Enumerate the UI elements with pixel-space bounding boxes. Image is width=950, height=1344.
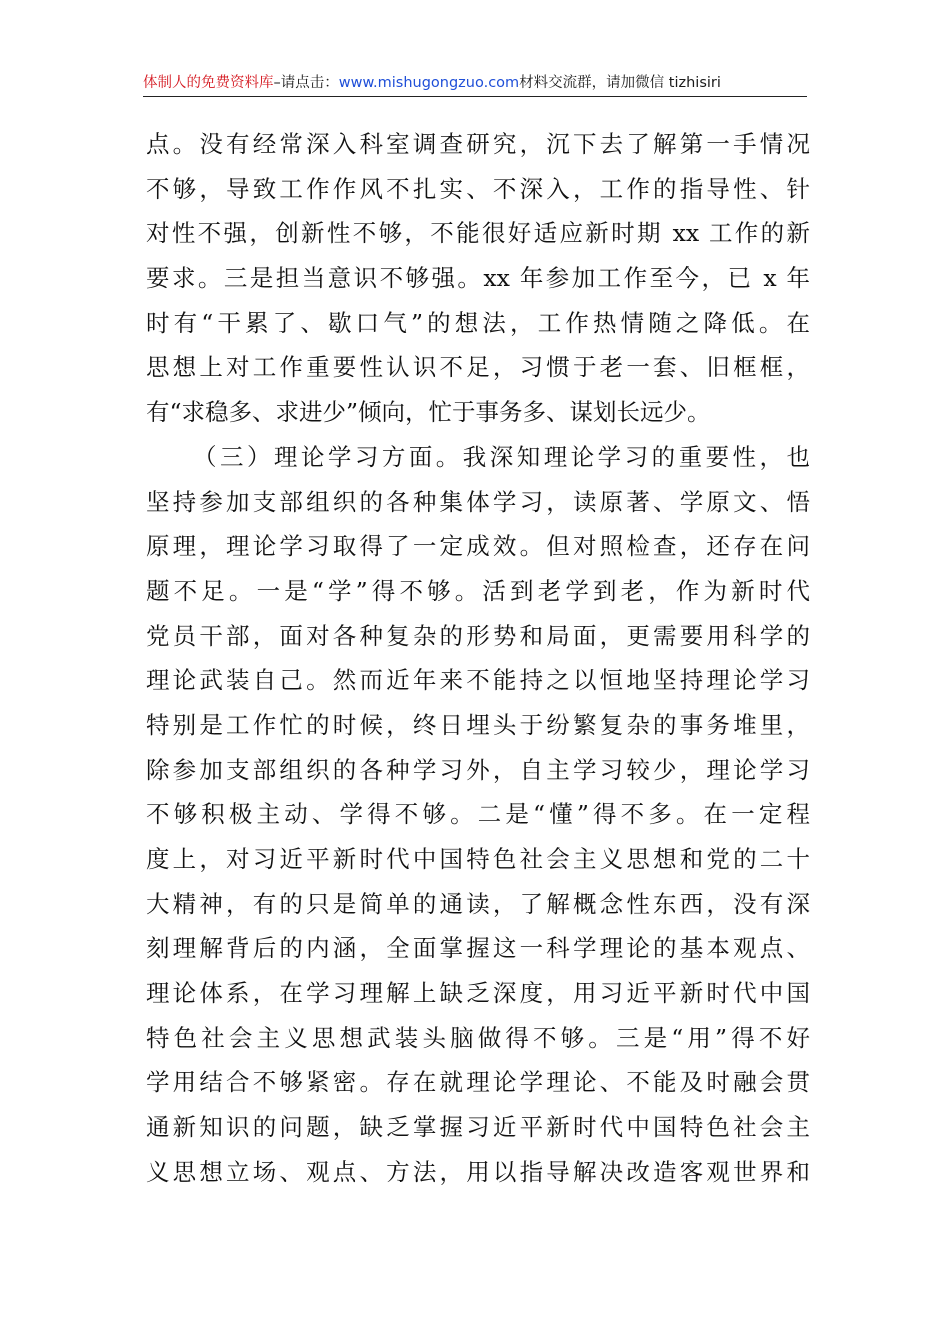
text-line: 有“求稳多、求进少”倾向，忙于事务多、谋划长远少。 — [146, 398, 711, 427]
text-line: 要求。三是担当意识不够强。xx 年参加工作至今，已 x 年 — [146, 264, 810, 293]
text-line: 对性不强，创新性不够，不能很好适应新时期 xx 工作的新 — [146, 219, 810, 248]
text-line: 思想上对工作重要性认识不足，习惯于老一套、旧框框， — [146, 353, 810, 382]
text-line: 党员干部，面对各种复杂的形势和局面，更需要用科学的 — [146, 621, 810, 650]
text-line: 坚持参加支部组织的各种集体学习，读原著、学原文、悟 — [146, 487, 810, 516]
header-brand: 体制人的免费资料库 — [143, 75, 274, 91]
header-url-link[interactable]: www.mishugongzuo.com — [338, 75, 520, 91]
header-contact: 材料交流群，请加微信 tizhisiri — [519, 75, 721, 91]
document-body — [146, 122, 810, 1195]
text-line: （三）理论学习方面。我深知理论学习的重要性，也 — [193, 442, 810, 471]
text-line: 不够积极主动、学得不够。二是“懂”得不多。在一定程 — [146, 800, 810, 829]
text-line: 度上，对习近平新时代中国特色社会主义思想和党的二十 — [146, 845, 810, 873]
text-line: 除参加支部组织的各种学习外，自主学习较少，理论学习 — [146, 755, 810, 784]
text-line: 不够，导致工作作风不扎实、不深入，工作的指导性、针 — [146, 174, 810, 203]
text-line: 点。没有经常深入科室调查研究，沉下去了解第一手情况 — [146, 130, 810, 158]
text-line: 刻理解背后的内涵，全面掌握这一科学理论的基本观点、 — [146, 934, 810, 963]
text-line: 理论体系，在学习理解上缺乏深度，用习近平新时代中国 — [146, 979, 810, 1008]
text-line: 学用结合不够紧密。存在就理论学理论、不能及时融会贯 — [146, 1068, 810, 1097]
text-line: 时有“干累了、歇口气”的想法，工作热情随之降低。在 — [146, 308, 810, 337]
header-separator: –请点击： — [273, 75, 339, 91]
text-line: 通新知识的问题，缺乏掌握习近平新时代中国特色社会主 — [146, 1113, 810, 1142]
text-line: 大精神，有的只是简单的通读，了解概念性东西，没有深 — [146, 889, 810, 918]
page-header — [143, 72, 807, 94]
text-line: 义思想立场、观点、方法，用以指导解决改造客观世界和 — [146, 1157, 810, 1186]
header-divider — [143, 96, 807, 97]
text-line: 特色社会主义思想武装头脑做得不够。三是“用”得不好 — [146, 1023, 810, 1052]
text-line: 特别是工作忙的时候，终日埋头于纷繁复杂的事务堆里， — [146, 710, 810, 739]
text-line: 题不足。一是“学”得不够。活到老学到老，作为新时代 — [146, 576, 810, 605]
text-line: 理论武装自己。然而近年来不能持之以恒地坚持理论学习 — [146, 666, 810, 695]
text-line: 原理，理论学习取得了一定成效。但对照检查，还存在问 — [146, 532, 810, 561]
